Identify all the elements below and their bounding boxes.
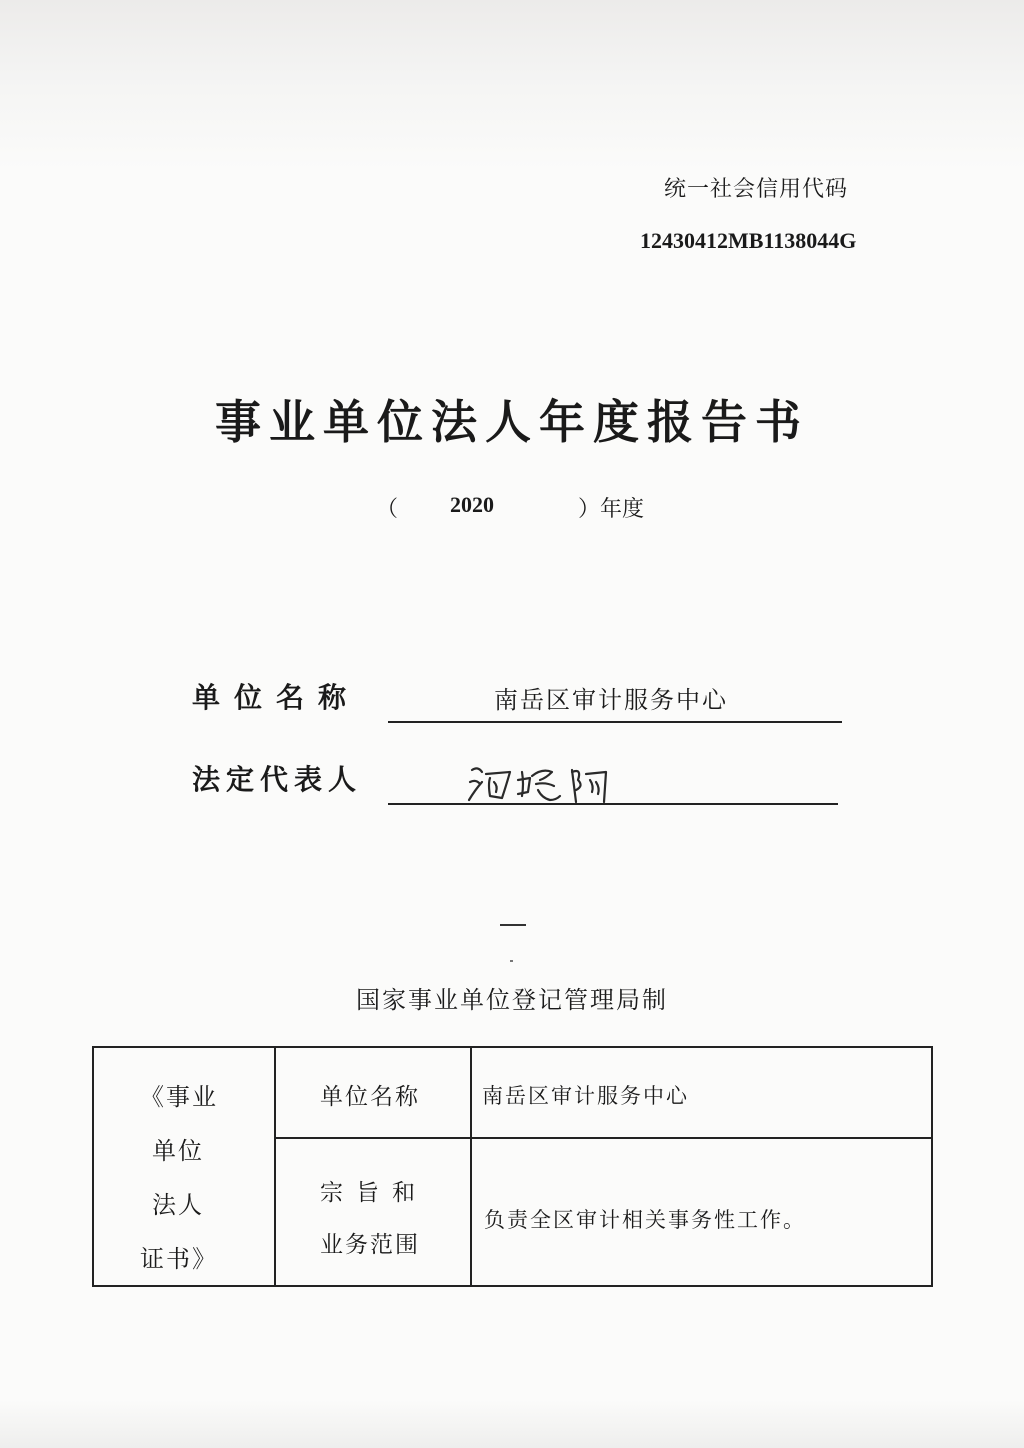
table-scope-value: 负责全区审计相关事务性工作。 bbox=[484, 1208, 806, 1232]
certificate-info-table bbox=[92, 1046, 933, 1287]
table-unit-name-label: 单位名称 bbox=[320, 1084, 420, 1110]
credit-code-label: 统一社会信用代码 bbox=[664, 177, 849, 202]
credit-code-value: 12430412MB1138044G bbox=[640, 228, 857, 253]
certificate-title-cell bbox=[94, 1070, 274, 1286]
scan-shading-top bbox=[0, 0, 1024, 170]
table-scope-label: 宗旨和 bbox=[320, 1180, 428, 1206]
certificate-title-line: 单位 bbox=[152, 1137, 204, 1165]
table-column-divider bbox=[470, 1048, 472, 1285]
legal-representative-label: 法定代表人 bbox=[192, 763, 363, 796]
certificate-title-line: 法人 bbox=[152, 1191, 204, 1219]
table-unit-name-value: 南岳区审计服务中心 bbox=[482, 1084, 689, 1108]
certificate-title-line: 证书》 bbox=[140, 1245, 218, 1273]
unit-name-underline bbox=[388, 721, 842, 723]
publisher-line: 国家事业单位登记管理局制 bbox=[356, 986, 668, 1014]
table-scope-label: 业务范围 bbox=[320, 1232, 420, 1258]
table-row-divider bbox=[274, 1137, 931, 1139]
unit-name-label: 单位名称 bbox=[192, 681, 361, 714]
year-left-paren: （ bbox=[376, 497, 399, 522]
year-suffix: ）年度 bbox=[578, 497, 645, 522]
legal-representative-underline bbox=[388, 803, 838, 805]
certificate-title-line: 《事业 bbox=[140, 1083, 218, 1111]
separator-dash bbox=[500, 924, 526, 926]
document-title: 事业单位法人年度报告书 bbox=[215, 395, 809, 449]
scan-shading-bottom bbox=[0, 1400, 1024, 1448]
scan-speck bbox=[510, 960, 513, 962]
report-year-line bbox=[372, 492, 672, 524]
report-year-value: 2020 bbox=[450, 492, 494, 517]
unit-name-value: 南岳区审计服务中心 bbox=[494, 686, 728, 714]
